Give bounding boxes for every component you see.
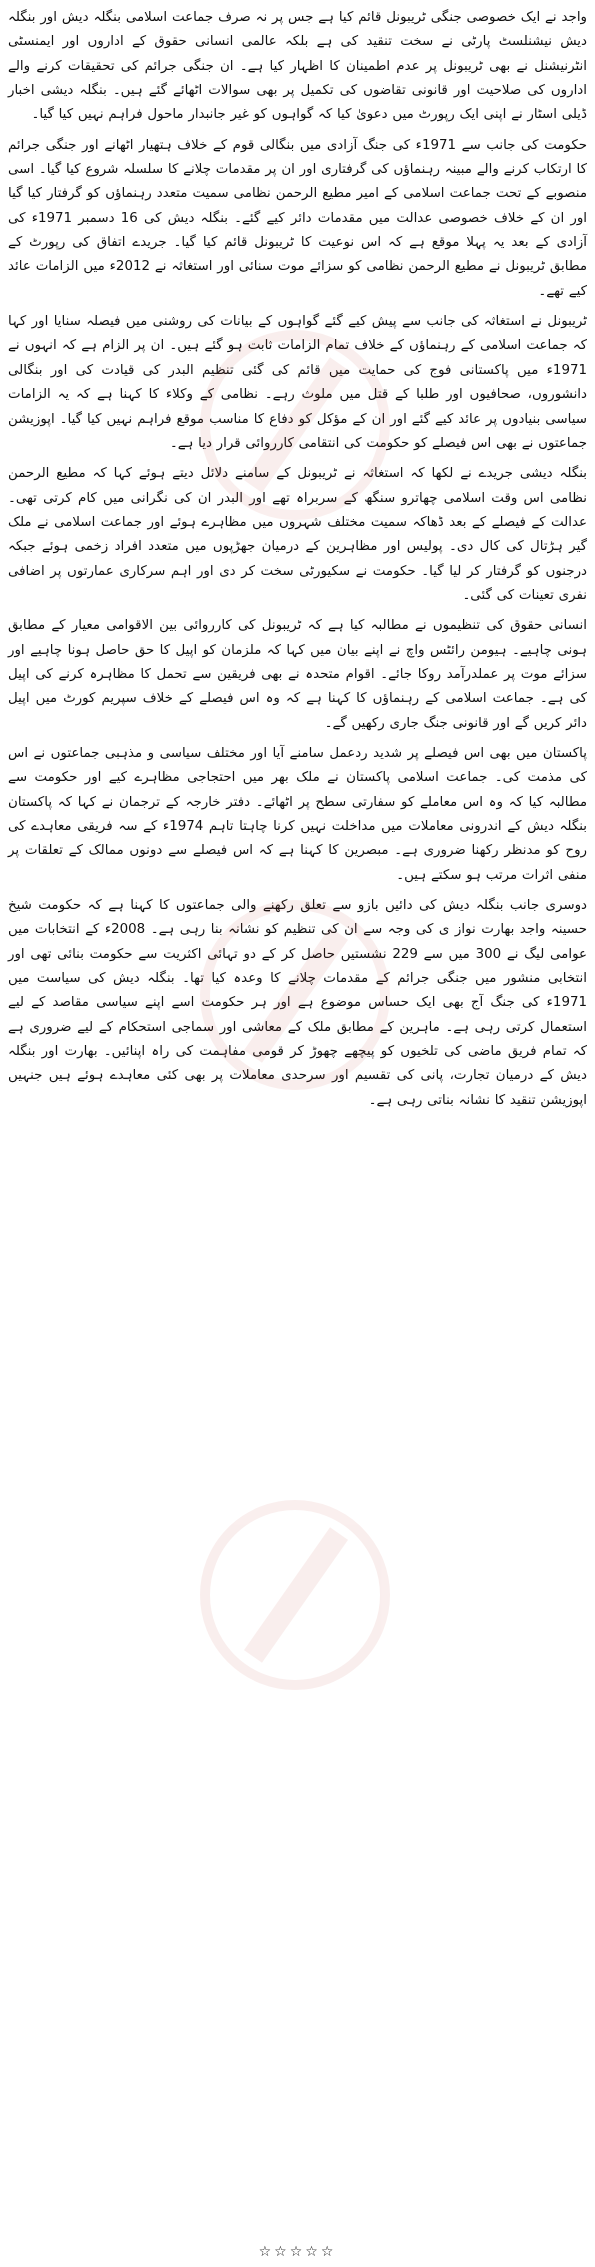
article-paragraph: ٹریبونل نے استغاثہ کی جانب سے پیش کیے گئے گواہوں کے بیانات کی روشنی میں فیصلہ سنایا اور کہا کہ جماعت اسلامی کے رہنماؤں کے خلاف تمام الزامات ثابت ہو گئے ہیں۔ ان پر الزام ہے کہ انہوں نے 1971ء میں پاکستانی فوج کی حمایت میں قائم کی گئی تنظیم البدر کی قیادت کی اور بنگالی دانشوروں، صحافیوں اور طلبا کے قتل میں ملوث رہے۔ نظامی کے وکلاء کا کہنا ہے کہ یہ الزامات سیاسی بنیادوں پر عائد کیے گئے اور ان کے مؤکل کو دفاع کا مناسب موقع فراہم نہیں کیا گیا۔ اپوزیشن جماعتوں نے بھی اس فیصلے کو حکومت کی انتقامی کارروائی قرار دیا ہے۔ xyxy=(8,314,587,451)
article-paragraph: پاکستان میں بھی اس فیصلے پر شدید ردعمل سامنے آیا اور مختلف سیاسی و مذہبی جماعتوں نے اس کی مذمت کی۔ جماعت اسلامی پاکستان نے ملک بھر میں احتجاجی مظاہرے کیے اور حکومت سے مطالبہ کیا کہ وہ اس معاملے کو سفارتی سطح پر اٹھائے۔ دفتر خارجہ کے ترجمان نے کہا کہ پاکستان بنگلہ دیش کے اندرونی معاملات میں مداخلت نہیں کرنا چاہتا تاہم 1974ء کے سہ فریقی معاہدے کی روح کو مدنظر رکھنا ضروری ہے۔ مبصرین کا کہنا ہے کہ اس فیصلے سے دونوں ممالک کے تعلقات پر منفی اثرات مرتب ہو سکتے ہیں۔ xyxy=(8,745,587,883)
article-paragraph: دوسری جانب بنگلہ دیش کی دائیں بازو سے تعلق رکھنے والی جماعتوں کا کہنا ہے کہ حکومت شیخ حسینہ واجد بھارت نواز ی کی وجہ سے ان کی تنظیم کو نشانہ بنا رہی ہے۔ 2008ء کے انتخابات میں عوامی لیگ نے 300 میں سے 229 نشستیں حاصل کر کے دو تہائی اکثریت سے حکومت بنائی تھی اور انتخابی منشور میں جنگی جرائم کے مقدمات چلانے کا وعدہ کیا تھا۔ بنگلہ دیش کی سیاست میں 1971ء کی جنگ آج بھی ایک حساس موضوع ہے اور ہر حکومت اسے اپنے سیاسی مقاصد کے لیے استعمال کرتی رہی ہے۔ ماہرین کے مطابق ملک کے معاشی اور سماجی استحکام کے لیے ضروری ہے کہ تمام فریق ماضی کی تلخیوں کو پیچھے چھوڑ کر قومی مفاہمت کی راہ اپنائیں۔ بھارت اور بنگلہ دیش کے درمیان تجارت، پانی کی تقسیم اور سرحدی معاملات پر بھی کئی معاہدے ہوئے ہیں جنہیں اپوزیشن تنقید کا نشانہ بناتی رہی ہے۔ xyxy=(8,898,588,1108)
end-of-article-mark: ☆☆☆☆☆ xyxy=(258,2244,337,2260)
article-paragraph: بنگلہ دیشی جریدے نے لکھا کہ استغاثہ نے ٹریبونل کے سامنے دلائل دیتے ہوئے کہا کہ مطیع الرحمن نظامی اس وقت اسلامی چھاترو سنگھ کے سربراہ تھے اور البدر ان کی نگرانی میں کام کرتی تھی۔ عدالت کے فیصلے کے بعد ڈھاکہ سمیت مختلف شہروں میں مظاہرے ہوئے اور جماعت اسلامی نے ملک گیر ہڑتال کی کال دی۔ پولیس اور مظاہرین کے درمیان جھڑپوں میں متعدد افراد زخمی ہوئے جبکہ درجنوں کو گرفتار کر لیا گیا۔ حکومت نے سکیورٹی سخت کر دی اور اہم سرکاری عمارتوں پر اضافی نفری تعینات کی گئی۔ xyxy=(8,466,587,603)
article-paragraph: انسانی حقوق کی تنظیموں نے مطالبہ کیا ہے کہ ٹریبونل کی کارروائی بین الاقوامی معیار کے مطابق ہونی چاہیے۔ ہیومن رائٹس واچ نے اپنے بیان میں کہا کہ ملزمان کو اپیل کا حق حاصل ہونا چاہیے اور سزائے موت پر عملدرآمد روکا جائے۔ اقوام متحدہ نے بھی فریقین سے تحمل کا مظاہرہ کرنے کی اپیل کی ہے۔ جماعت اسلامی کے رہنماؤں کا کہنا ہے کہ وہ اس فیصلے کے خلاف سپریم کورٹ میں اپیل دائر کریں گے اور قانونی جنگ جاری رکھیں گے۔ xyxy=(8,618,587,731)
watermark-seal xyxy=(200,1500,390,1690)
article-paragraph: حکومت کی جانب سے 1971ء کی جنگ آزادی میں بنگالی قوم کے خلاف ہتھیار اٹھانے اور جنگی جرائم کا ارتکاب کرنے والے مبینہ رہنماؤں کی گرفتاری اور ان پر مقدمات چلانے کا سلسلہ شروع کیا گیا۔ اسی منصوبے کے تحت جماعت اسلامی کے امیر مطیع الرحمن نظامی سمیت متعدد رہنماؤں کو گرفتار کیا گیا اور ان کے خلاف خصوصی عدالت میں مقدمات دائر کیے گئے۔ بنگلہ دیش کی 16 دسمبر 1971ء کی آزادی کے بعد یہ پہلا موقع ہے کہ اس نوعیت کا ٹریبونل قائم کیا گیا۔ جریدے اتفاق کی رپورٹ کے مطابق ٹریبونل نے مطیع الرحمن نظامی کو سزائے موت سنائی اور استغاثہ نے 2012ء میں الزامات عائد کیے تھے۔ xyxy=(8,137,588,299)
article-paragraph: واجد نے ایک خصوصی جنگی ٹریبونل قائم کیا ہے جس پر نہ صرف جماعت اسلامی بنگلہ دیش اور بنگلہ دیش نیشنلسٹ پارٹی نے سخت تنقید کی ہے بلکہ عالمی انسانی حقوق کے اداروں اور ایمنسٹی انٹرنیشنل نے بھی ٹریبونل پر عدم اطمینان کا اظہار کیا ہے۔ ان جنگی جرائم کی تحقیقات کرنے والے اداروں کی صلاحیت اور قانونی تقاضوں کی تکمیل پر بھی سوالات اٹھائے گئے ہیں۔ بنگلہ دیشی اخبار ڈیلی اسٹار نے اپنی ایک رپورٹ میں دعویٰ کیا کہ گواہوں کو غیر جانبدار ماحول فراہم نہیں کیا گیا۔ xyxy=(8,10,587,123)
